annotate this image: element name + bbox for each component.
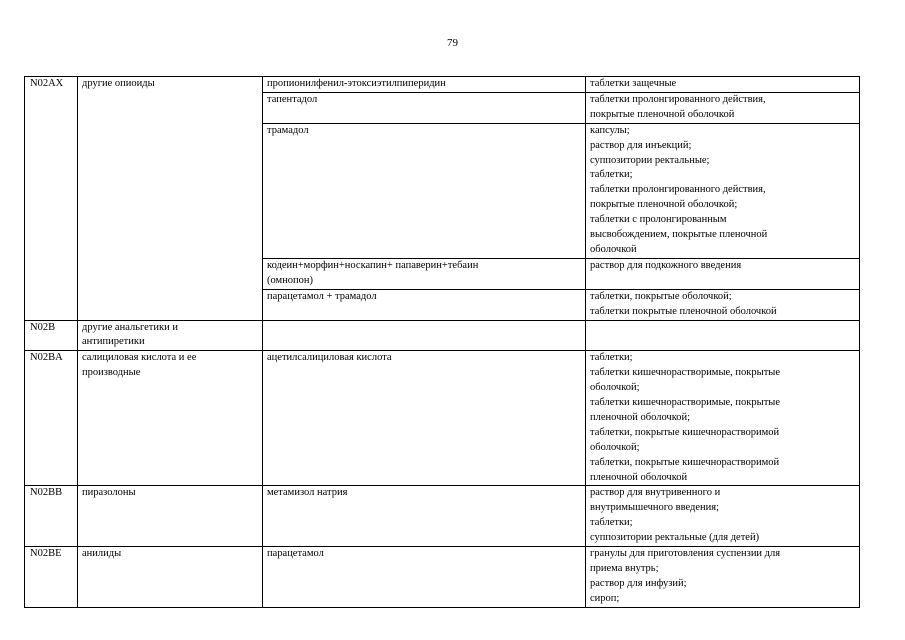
- dosage-form-line: таблетки;: [590, 352, 633, 364]
- dosage-form-line: сироп;: [590, 592, 620, 604]
- dosage-form-line: высвобождением, покрытые пленочной: [590, 229, 768, 241]
- dosage-forms-cell: [586, 320, 860, 351]
- group-name-line: анилиды: [82, 548, 122, 560]
- dosage-form-line: таблетки кишечнорастворимые, покрытые: [590, 397, 780, 409]
- atc-code-cell: N02BA: [25, 351, 78, 486]
- drug-name-cell: [263, 289, 586, 320]
- atc-code-cell: N02BE: [25, 547, 78, 608]
- group-name-line: другие анальгетики и: [82, 321, 178, 333]
- dosage-form-line: приема внутрь;: [590, 563, 659, 574]
- table-body: [25, 77, 860, 608]
- table-row: [25, 320, 860, 351]
- drug-name-line: метамизол натрия: [267, 487, 348, 499]
- dosage-forms-cell: [586, 289, 860, 320]
- dosage-form-line: таблетки пролонгированного действия,: [590, 184, 766, 196]
- drug-name-cell: [263, 486, 586, 547]
- dosage-form-line: оболочкой: [590, 243, 637, 255]
- drug-name-line: (омнопон): [267, 274, 314, 286]
- group-name-cell: [78, 547, 263, 608]
- dosage-form-line: таблетки, покрытые оболочкой;: [590, 290, 732, 302]
- drug-name-cell: [263, 320, 586, 351]
- table-row: [25, 486, 860, 547]
- drug-name-line: тапентадол: [267, 93, 318, 105]
- drug-name-line: парацетамол + трамадол: [267, 290, 377, 302]
- dosage-form-line: внутримышечного введения;: [590, 502, 720, 514]
- drug-name-line: трамадол: [267, 124, 309, 136]
- dosage-forms-cell: [586, 258, 860, 289]
- dosage-forms-cell: [586, 123, 860, 258]
- drug-name-cell: [263, 258, 586, 289]
- drug-name-cell: [263, 123, 586, 258]
- dosage-form-line: раствор для инфузий;: [590, 577, 687, 589]
- group-name-line: салициловая кислота и ее: [82, 352, 197, 364]
- table-row: [25, 547, 860, 608]
- group-name-line: производные: [82, 367, 141, 379]
- drug-name-line: пропионилфенил-этоксиэтилпиперидин: [267, 78, 446, 89]
- group-name-cell: [78, 77, 263, 321]
- atc-code-cell: N02B: [25, 320, 78, 351]
- drug-name-line: парацетамол: [267, 548, 324, 560]
- dosage-form-line: раствор для инъекций;: [590, 139, 692, 151]
- dosage-form-line: пленочной оболочкой: [590, 471, 688, 483]
- atc-code-cell: N02BB: [25, 486, 78, 547]
- dosage-form-line: суппозитории ректальные;: [590, 154, 710, 166]
- dosage-form-line: таблетки кишечнорастворимые, покрытые: [590, 367, 780, 379]
- dosage-form-line: покрытые пленочной оболочкой;: [590, 199, 738, 211]
- group-name-cell: [78, 351, 263, 486]
- dosage-form-line: раствор для внутривенного и: [590, 487, 721, 499]
- dosage-form-line: таблетки покрытые пленочной оболочкой: [590, 305, 777, 317]
- dosage-form-line: таблетки;: [590, 517, 633, 529]
- dosage-form-line: оболочкой;: [590, 382, 640, 394]
- dosage-forms-cell: [586, 92, 860, 123]
- atc-code-cell: N02AX: [25, 77, 78, 321]
- dosage-form-line: капсулы;: [590, 124, 630, 136]
- dosage-form-line: гранулы для приготовления суспензии для: [590, 548, 781, 560]
- dosage-form-line: таблетки защечные: [590, 78, 677, 89]
- dosage-form-line: раствор для подкожного введения: [590, 259, 742, 271]
- page-number: 79: [447, 37, 458, 49]
- dosage-forms-cell: [586, 486, 860, 547]
- drug-name-cell: [263, 351, 586, 486]
- dosage-forms-cell: [586, 547, 860, 608]
- medication-table: [24, 76, 860, 608]
- drug-name-cell: [263, 547, 586, 608]
- dosage-form-line: пленочной оболочкой;: [590, 411, 691, 423]
- table-row: [25, 351, 860, 486]
- group-name-line: другие опиоиды: [82, 78, 155, 89]
- dosage-forms-cell: [586, 77, 860, 93]
- drug-name-cell: [263, 77, 586, 93]
- dosage-form-line: покрытые пленочной оболочкой: [590, 108, 735, 120]
- dosage-form-line: таблетки;: [590, 169, 633, 181]
- dosage-form-line: таблетки, покрытые кишечнорастворимой: [590, 456, 780, 468]
- dosage-form-line: оболочкой;: [590, 441, 640, 453]
- group-name-cell: [78, 486, 263, 547]
- dosage-form-line: таблетки с пролонгированным: [590, 214, 727, 226]
- group-name-line: пиразолоны: [82, 487, 136, 499]
- drug-name-cell: [263, 92, 586, 123]
- drug-name-line: ацетилсалициловая кислота: [267, 352, 392, 364]
- dosage-form-line: таблетки пролонгированного действия,: [590, 93, 766, 105]
- drug-name-line: кодеин+морфин+носкапин+ папаверин+тебаин: [267, 259, 479, 271]
- group-name-line: антипиретики: [82, 336, 145, 348]
- dosage-forms-cell: [586, 351, 860, 486]
- dosage-form-line: суппозитории ректальные (для детей): [590, 532, 760, 544]
- table-row: [25, 77, 860, 93]
- dosage-form-line: таблетки, покрытые кишечнорастворимой: [590, 426, 780, 438]
- group-name-cell: [78, 320, 263, 351]
